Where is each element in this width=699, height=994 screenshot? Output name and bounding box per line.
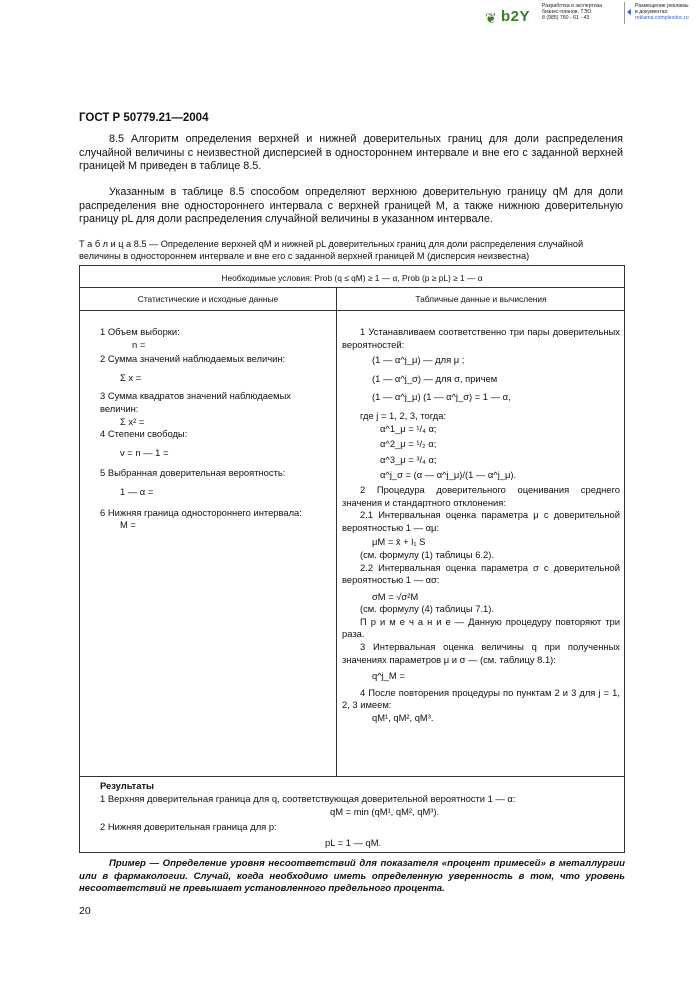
- left-line: M =: [120, 519, 136, 531]
- paragraph: 8.5 Алгоритм определения верхней и нижней доверительных границ для доли распределения случайной величины с неизвестной дисперсией в одностороннем интервале и вне его с заданной верхней границей M приведен в таблице 8.5.: [79, 133, 623, 173]
- arrow-left-icon: [627, 9, 631, 15]
- table-8-5: [79, 265, 625, 853]
- right-line: 3 Интервальная оценка величины q при полученных значениях параметров μ и σ — (см. таблицу 8.1):: [342, 641, 620, 665]
- left-line: 1 — α =: [120, 485, 154, 497]
- header-contact: [542, 3, 620, 22]
- right-line: 2.1 Интервальная оценка параметра μ с доверительной вероятностью 1 — αμ:: [342, 509, 620, 533]
- right-line: σM = √σ²M: [372, 590, 419, 602]
- header-divider: [624, 2, 625, 24]
- left-line: 6 Нижняя граница одностороннего интервала:: [100, 506, 302, 518]
- right-line: 2 Процедура доверительного оценивания среднего значения и стандартного отклонения:: [342, 483, 620, 508]
- header-line: 8 (985) 760 - 61 - 43: [542, 15, 590, 22]
- ad-link[interactable]: reklama.complexdoc.ru: [635, 15, 689, 22]
- right-cell: [342, 326, 620, 725]
- b2y-logo: [485, 8, 537, 26]
- left-cell: [82, 326, 318, 532]
- left-line: 5 Выбранная доверительная вероятность:: [100, 467, 286, 479]
- left-line: 1 Объем выборки:: [100, 326, 180, 337]
- left-line: ν = n — 1 =: [120, 446, 169, 458]
- col-header-right: Табличные данные и вычисления: [415, 294, 547, 304]
- result-line: qM = min (qM¹, qM², qM³).: [330, 805, 440, 817]
- right-line: 2.2 Интервальная оценка параметра σ с доверительной вероятностью 1 — ασ:: [342, 561, 620, 586]
- right-line: 4 После повторения процедуры по пунктам 2 и 3 для j = 1, 2, 3 имеем:: [342, 686, 620, 711]
- left-line: Σ x =: [120, 371, 142, 383]
- table-divider: [80, 776, 624, 777]
- leaf-icon: ❦: [485, 10, 497, 26]
- right-line: qM¹, qM², qM³.: [372, 712, 434, 724]
- right-line: (1 — α^j_μ) (1 — α^j_σ) = 1 — α,: [372, 391, 511, 403]
- results-title: Результаты: [100, 780, 155, 791]
- right-line: 1 Устанавливаем соответственно три пары доверительных вероятностей:: [342, 326, 620, 350]
- left-line: Σ x² =: [120, 415, 145, 427]
- right-line: где j = 1, 2, 3, тогда:: [360, 409, 447, 421]
- col-header-left: Статистические и исходные данные: [137, 294, 279, 304]
- left-line: 4 Степени свободы:: [100, 428, 188, 440]
- right-line: α^3_μ = ³/₄ α;: [380, 453, 437, 465]
- left-line: 2 Сумма значений наблюдаемых величин:: [100, 353, 286, 365]
- column-divider: [336, 287, 337, 776]
- header-line: Разработка и экспертиза: [542, 3, 603, 9]
- results-block: [100, 780, 620, 850]
- paragraph: Указанным в таблице 8.5 способом определяют верхнюю доверительную границу qM для доли распределения вне одностороннего интервала с верхней границей M, а также нижнюю доверительную границу pL для доли распределения случайной величины в указанном интервале.: [79, 186, 623, 226]
- table-caption: Т а б л и ц а 8.5 — Определение верхней qM и нижней pL доверительных границ для доли распределения случайной величины в одностороннем интервале и вне его с заданной верхней границей M (дисперсия неизвестна): [79, 239, 584, 261]
- left-line: 3 Сумма квадратов значений наблюдаемых величин:: [100, 390, 291, 414]
- right-line: (1 — α^j_μ) — для μ ;: [372, 354, 465, 366]
- doc-title: ГОСТ Р 50779.21—2004: [79, 112, 209, 124]
- right-line: α^1_μ = ¹/₄ α;: [380, 422, 437, 434]
- header-line: бизнес-планов, ТЭО: [542, 9, 592, 16]
- table-conditions: Необходимые условия: Prob (q ≤ qM) ≥ 1 — α, Prob (p ≥ pL) ≥ 1 — α: [221, 273, 483, 283]
- table-divider: [80, 310, 624, 311]
- header-line: в документах:: [635, 9, 669, 16]
- right-line: П р и м е ч а н и е — Данную процедуру повторяют три раза.: [342, 615, 620, 640]
- example-paragraph: Пример — Определение уровня несоответствий для показателя «процент примесей» в металлургии или в фармакологии. Случай, когда необходимо иметь определенную уверенность в том, что уровень несоответствий не превышает установленного предельного процента.: [79, 858, 625, 895]
- page-number: 20: [79, 905, 91, 917]
- result-line: 2 Нижняя доверительная граница для p:: [100, 821, 277, 833]
- right-line: (см. формулу (1) таблицы 6.2).: [360, 548, 494, 560]
- right-line: (см. формулу (4) таблицы 7.1).: [360, 603, 494, 615]
- header-ad: [635, 3, 699, 22]
- right-line: α^2_μ = ¹/₂ α;: [380, 438, 437, 450]
- result-line: pL = 1 — qM.: [325, 837, 382, 849]
- right-line: q^j_M =: [372, 670, 405, 682]
- left-line: n =: [132, 338, 146, 350]
- result-line: 1 Верхняя доверительная граница для q, соответствующая доверительной вероятности 1 — α:: [100, 792, 516, 804]
- header-line: Размещение рекламы: [635, 3, 689, 9]
- right-line: μM = x̄ + l₁ S: [372, 536, 426, 548]
- logo-text: b2Y: [501, 8, 531, 25]
- right-line: (1 — α^j_σ) — для σ, причем: [372, 372, 498, 384]
- table-divider: [80, 287, 624, 288]
- right-line: α^j_σ = (α — α^j_μ)/(1 — α^j_μ).: [380, 469, 517, 481]
